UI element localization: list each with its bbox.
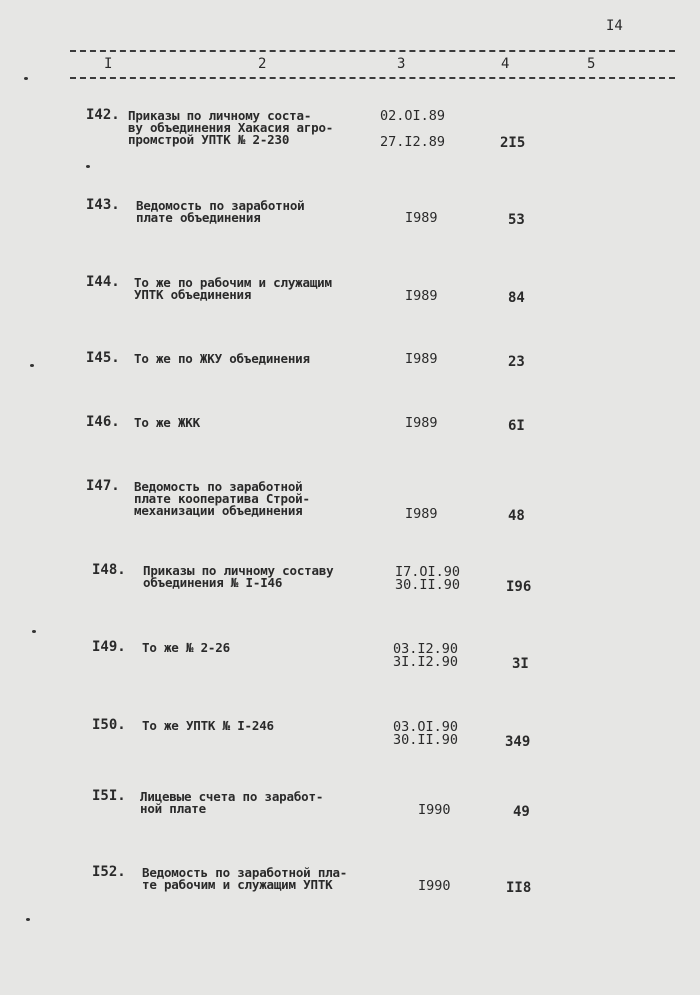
entry-number: I47. — [86, 478, 120, 494]
entry-sheets: I96 — [506, 579, 532, 595]
entry-sheets: 48 — [508, 508, 525, 524]
table-row — [0, 637, 700, 717]
entry-number: I45. — [86, 350, 120, 366]
entry-description: Лицевые счета по заработ- ной плате — [140, 789, 324, 816]
entry-number: I5I. — [92, 788, 126, 804]
entry-sheets: 53 — [508, 212, 525, 228]
scan-speck — [30, 364, 34, 367]
column-header-1: I — [104, 56, 113, 72]
table-row — [0, 105, 700, 185]
entry-number: I49. — [92, 639, 126, 655]
entry-dates: I989 — [405, 288, 438, 304]
entry-description: То же УПТК № I-246 — [142, 718, 274, 733]
entry-sheets: 349 — [505, 734, 531, 750]
entry-description: Приказы по личному составу объединения № I-I46 — [143, 563, 334, 590]
column-header-4: 4 — [501, 56, 510, 72]
entry-sheets: 3I — [512, 656, 529, 672]
entry-dates: 03.OI.90 30.II.90 — [393, 719, 459, 748]
header-rule-top — [70, 50, 675, 52]
entry-sheets: 6I — [508, 418, 525, 434]
header-rule-bottom — [70, 77, 675, 79]
entry-dates: 02.OI.89 27.I2.89 — [380, 108, 446, 150]
entry-description: Ведомость по заработной плате кооператива Строй- механизации объединения — [134, 479, 310, 518]
scan-speck — [86, 165, 90, 168]
table-row — [0, 786, 700, 866]
entry-number: I43. — [86, 197, 120, 213]
entry-sheets: 84 — [508, 290, 525, 306]
entry-description: То же ЖКК — [134, 415, 200, 430]
entry-number: I42. — [86, 107, 120, 123]
entry-number: I48. — [92, 562, 126, 578]
column-header-5: 5 — [587, 56, 596, 72]
entry-number: I46. — [86, 414, 120, 430]
entry-dates: I990 — [418, 802, 451, 818]
scan-speck — [26, 918, 30, 921]
entry-sheets: 49 — [513, 804, 530, 820]
entry-description: То же по рабочим и служащим УПТК объединения — [134, 275, 332, 302]
entry-description: То же № 2-26 — [142, 640, 230, 655]
entry-sheets: II8 — [506, 880, 532, 896]
entry-dates: I989 — [405, 210, 438, 226]
entry-dates: I989 — [405, 506, 438, 522]
entry-dates: I7.OI.90 30.II.90 — [395, 564, 461, 593]
entry-dates: I989 — [405, 415, 438, 431]
entry-number: I50. — [92, 717, 126, 733]
table-row — [0, 476, 700, 556]
entry-number: I52. — [92, 864, 126, 880]
table-row — [0, 195, 700, 275]
entry-number: I44. — [86, 274, 120, 290]
table-row — [0, 560, 700, 640]
entry-description: Ведомость по заработной плате объединения — [136, 198, 305, 225]
entry-dates: I990 — [418, 878, 451, 894]
entry-sheets: 23 — [508, 354, 525, 370]
entry-description: Ведомость по заработной пла- те рабочим и служащим УПТК — [142, 865, 348, 892]
entry-dates: 03.I2.90 3I.I2.90 — [393, 641, 459, 670]
table-row — [0, 715, 700, 795]
entry-sheets: 2I5 — [500, 135, 526, 151]
table-row — [0, 272, 700, 352]
scan-speck — [24, 77, 28, 80]
entry-description: То же по ЖКУ объединения — [134, 351, 310, 366]
scan-speck — [32, 630, 36, 633]
entry-dates: I989 — [405, 351, 438, 367]
page-number: I4 — [606, 18, 623, 34]
column-header-3: 3 — [397, 56, 406, 72]
column-header-2: 2 — [258, 56, 267, 72]
entry-description: Приказы по личному соста- ву объединения Хакасия агро- промстрой УПТК № 2-230 — [128, 108, 334, 147]
table-row — [0, 862, 700, 942]
